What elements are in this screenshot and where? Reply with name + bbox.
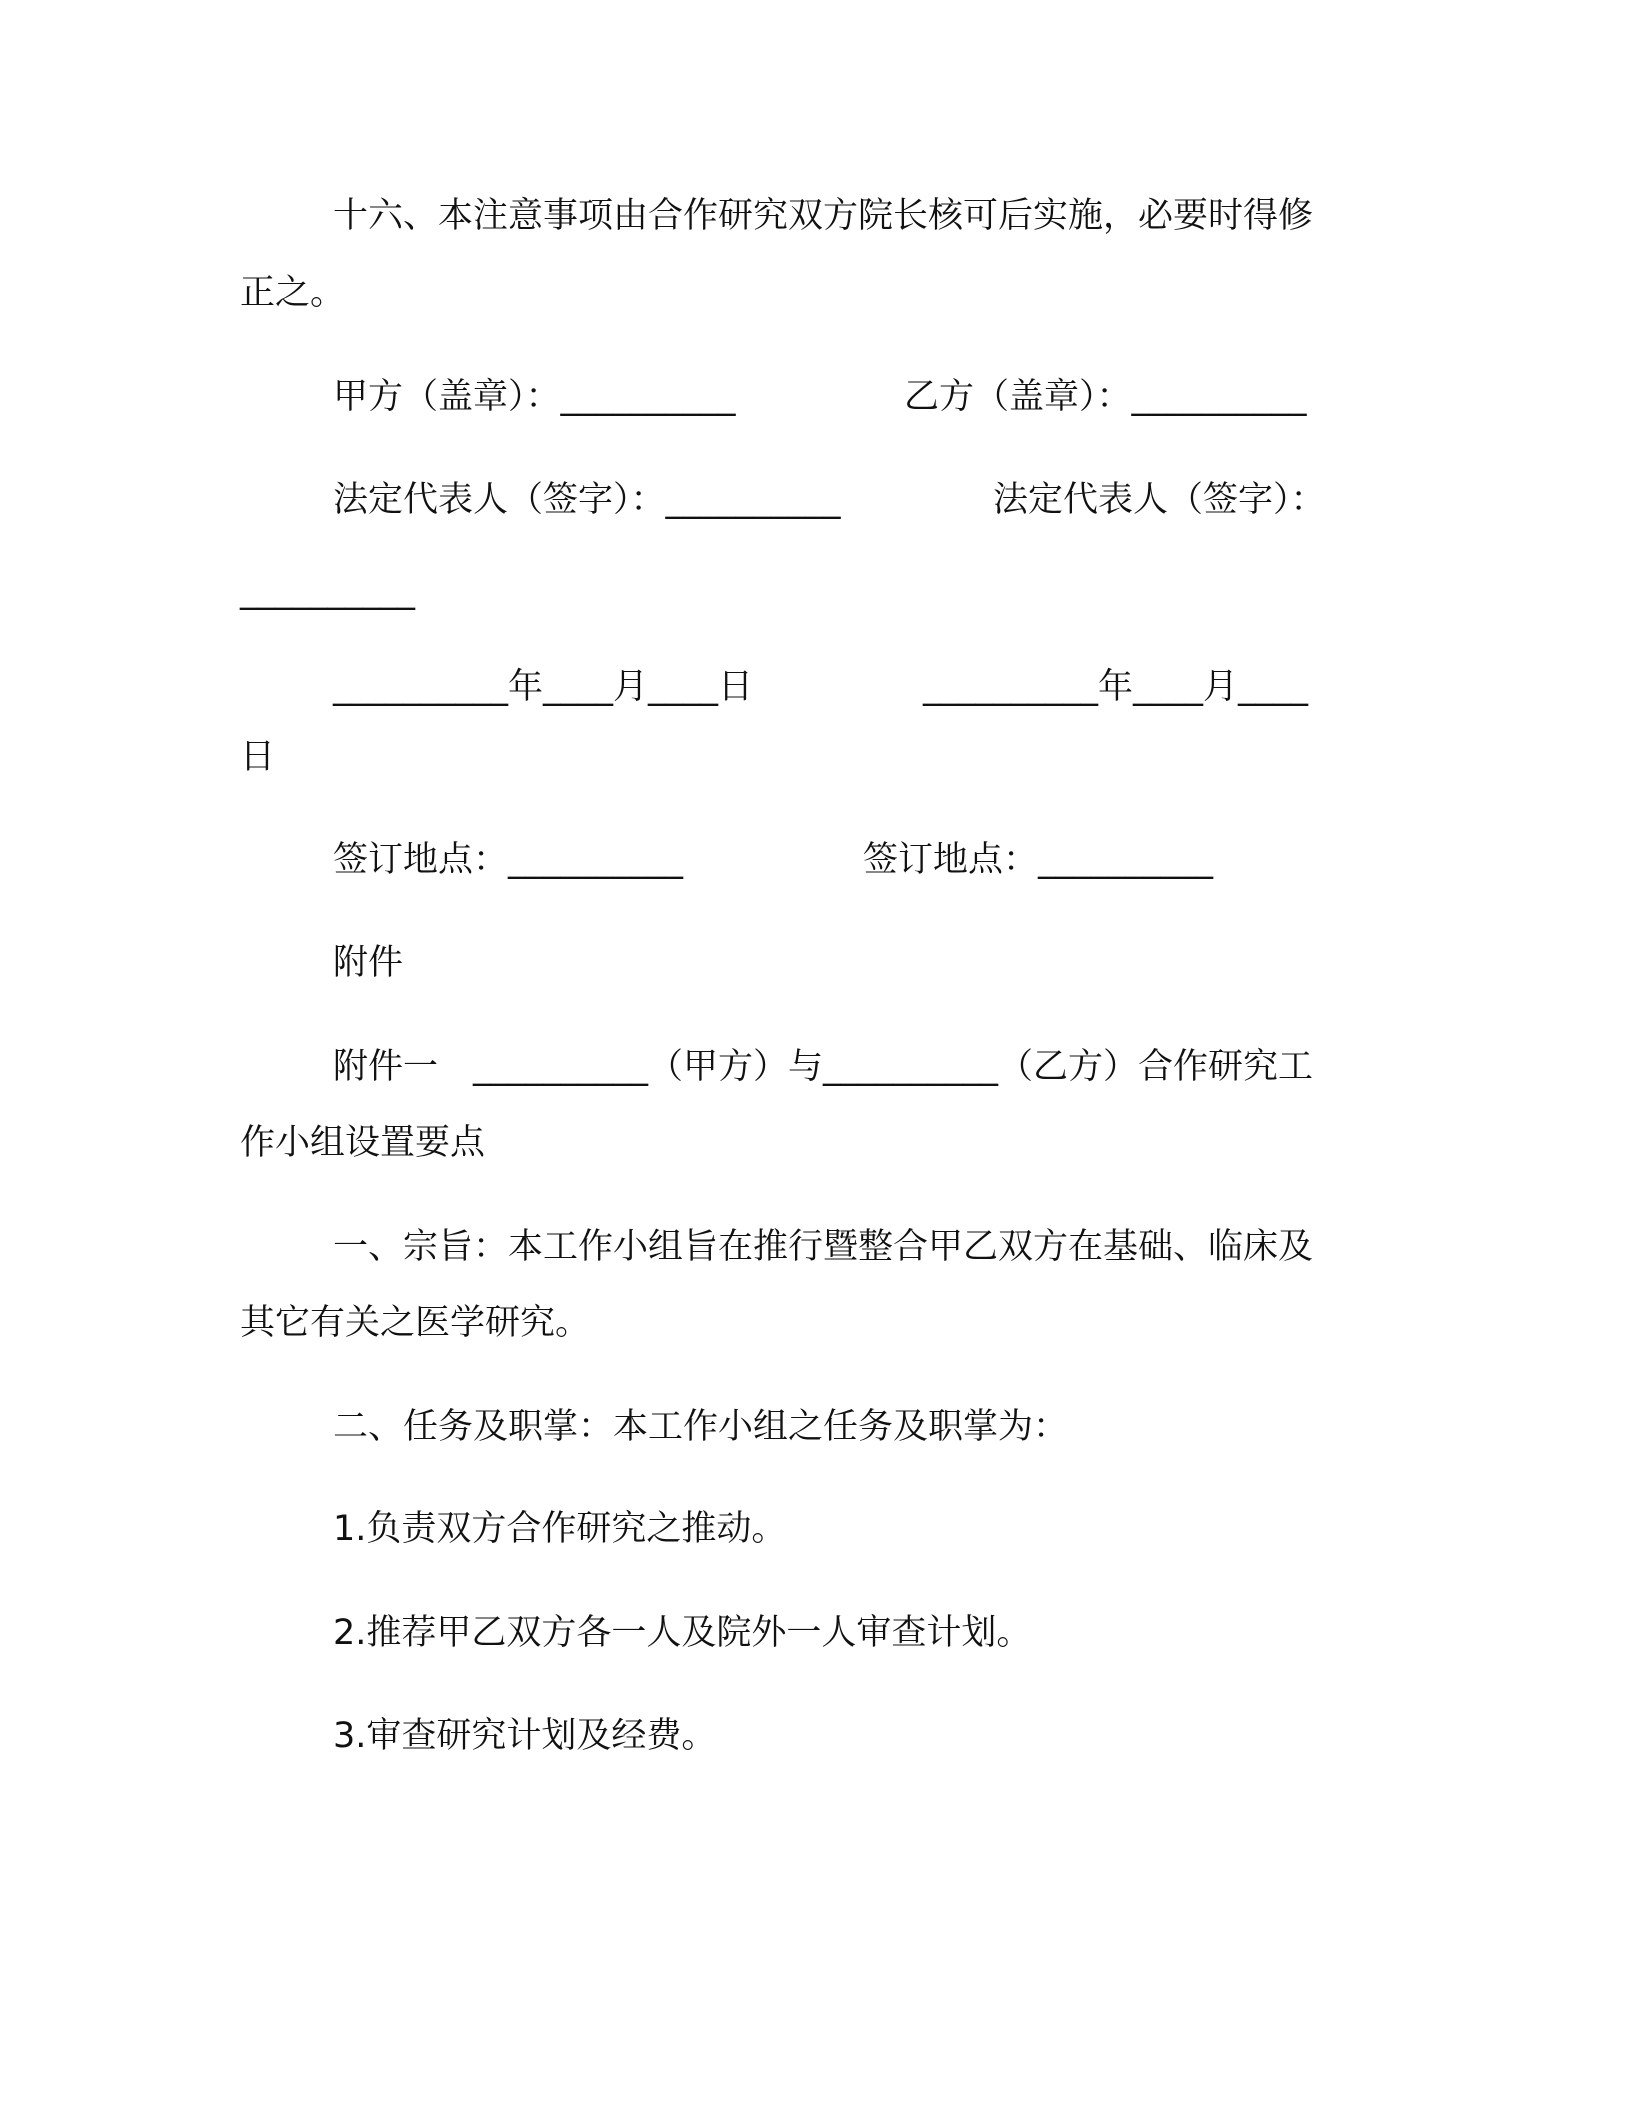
clause-16-line-1: 十六、本注意事项由合作研究双方院长核可后实施，必要时得修 — [333, 196, 1314, 236]
party-b-representative-blank: __________ — [240, 571, 415, 611]
purpose-line-1: 一、宗旨：本工作小组旨在推行暨整合甲乙双方在基础、临床及 — [333, 1227, 1314, 1267]
duty-item: 3.审查研究计划及经费。 — [333, 1716, 717, 1756]
party-b-seal: 乙方（盖章）：__________ — [904, 377, 1307, 417]
party-b-date: __________年____月____ — [923, 667, 1309, 707]
party-b-date-day: 日 — [240, 737, 276, 777]
attachment-title-line-1: 附件一 __________（甲方）与__________（乙方）合作研究工 — [333, 1047, 1314, 1087]
clause-16-line-2: 正之。 — [240, 273, 346, 313]
duty-item: 1.负责双方合作研究之推动。 — [333, 1509, 787, 1549]
party-a-date: __________年____月____日 — [333, 667, 754, 707]
party-b-representative: 法定代表人（签字）： — [993, 480, 1326, 520]
purpose-line-2: 其它有关之医学研究。 — [240, 1303, 591, 1343]
party-a-seal: 甲方（盖章）：__________ — [333, 377, 736, 417]
duty-item: 2.推荐甲乙双方各一人及院外一人审查计划。 — [333, 1613, 1032, 1653]
party-a-signing-place: 签订地点：__________ — [333, 840, 684, 880]
attachment-title-line-2: 作小组设置要点 — [240, 1123, 486, 1163]
party-b-signing-place: 签订地点：__________ — [863, 840, 1214, 880]
duties-heading: 二、任务及职掌：本工作小组之任务及职掌为： — [333, 1407, 1069, 1447]
attachment-heading: 附件 — [333, 943, 404, 983]
party-a-representative: 法定代表人（签字）：__________ — [333, 480, 841, 520]
